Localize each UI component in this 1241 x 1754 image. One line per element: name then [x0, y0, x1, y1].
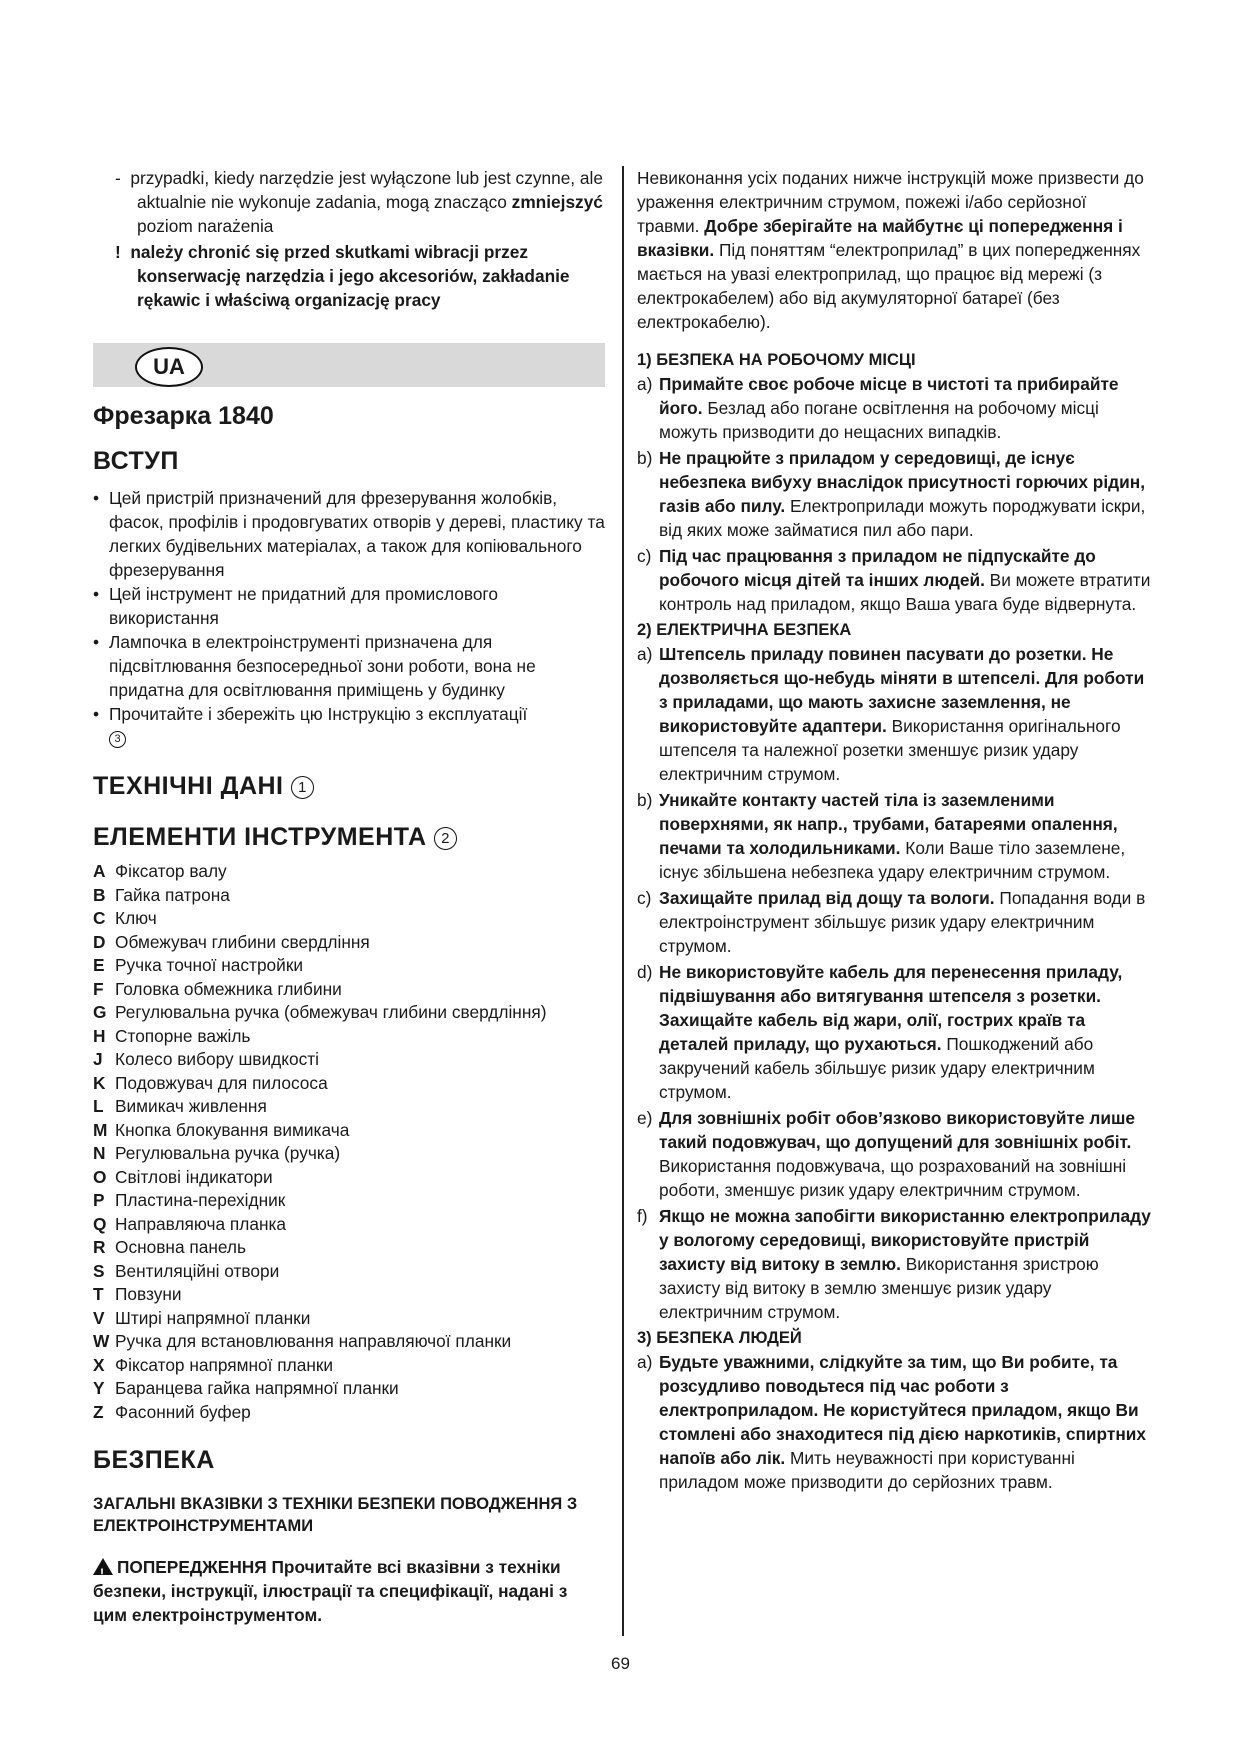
safety-item-text: Мить неуважності при користуванні приладом може призводити до серйозних травм.	[659, 1448, 1075, 1492]
element-text: Вимикач живлення	[115, 1096, 267, 1116]
element-item	[93, 907, 605, 931]
element-text: Гайка патрона	[115, 884, 230, 905]
intro-heading: ВСТУП	[93, 447, 179, 475]
safety-item-bold: Уникайте контакту частей тіла із заземленими поверхнями, як напр., трубами, батареями опалення, печами та холодильниками.	[659, 790, 1118, 858]
polish-item-1-bold: zmniejszyć	[511, 192, 603, 212]
safety-item	[637, 1204, 1152, 1324]
safety-item	[637, 960, 1152, 1104]
element-letter: B	[93, 884, 106, 905]
safety-item-bold: Примайте своє робоче місце в чистоті та прибирайте його.	[659, 374, 1119, 418]
safety-item-bold: Якщо не можна запобігти використанню електроприладу у вологому середовищі, використовуйте пристрій захисту від витоку в землю.	[659, 1206, 1151, 1274]
section-3-heading: 3) БЕЗПЕКА ЛЮДЕЙ	[637, 1329, 802, 1347]
element-letter: M	[93, 1119, 108, 1140]
warning-text: Прочитайте всі вказівни з техніки безпеки, інструкції, ілюстрації та специфікації, надані з цим електроінструментом.	[93, 1557, 568, 1625]
elements-list	[93, 860, 605, 1424]
intro-bullet-4-text: Прочитайте і збережіть цю Інструкцію з експлуатації	[109, 704, 528, 724]
element-item	[93, 1142, 605, 1166]
element-item	[93, 1354, 605, 1378]
element-item	[93, 1213, 605, 1237]
safety-item-bold: Будьте уважними, слідкуйте за тим, що Ви робите, та розсудливо поводьтеся під час роботи з електроприладом. Не користуйтеся приладом, якщо Ви стомлені або знаходитеся під дією наркотиків, спиртних напоїв або лік.	[659, 1352, 1147, 1468]
element-letter: R	[93, 1237, 106, 1257]
safety-item	[637, 886, 1152, 958]
safety-item-letter: a)	[637, 644, 653, 664]
element-item	[93, 978, 605, 1002]
intro-bullet-4	[93, 702, 605, 750]
safety-item-text: Електроприлади можуть породжувати іскри, від яких може займатися пил або пари.	[659, 496, 1146, 540]
element-text: Регулювальна ручка (ручка)	[115, 1143, 341, 1163]
element-letter: S	[93, 1260, 105, 1281]
page-number: 69	[611, 1654, 630, 1673]
safety-item	[637, 446, 1152, 542]
element-item	[93, 1401, 605, 1425]
safety-item-bold: Не працюйте з приладом у середовищі, де існує небезпека вибуху внаслідок присутності горючих рідин, газів або пилу.	[659, 448, 1145, 516]
safety-item-text: Використання зристрою захисту від витоку в землю зменшує ризик удару електричним струмом.	[659, 1254, 1099, 1322]
polish-item-1-text-a: przypadki, kiedy narzędzie jest wyłączone lub jest czynne, ale aktualnie nie wykonuje zadania, mogą znacząco	[130, 168, 603, 212]
safety-item-text: Використання подовжувача, що розрахований на зовнішні роботи, зменшує ризик удару електричним струмом.	[659, 1156, 1127, 1200]
element-item	[93, 1048, 605, 1072]
section-1-items	[637, 372, 1152, 616]
element-letter: Q	[93, 1213, 107, 1234]
safety-item-letter: e)	[637, 1108, 653, 1128]
warning-block	[93, 1555, 605, 1627]
element-text: Світлові індикатори	[115, 1166, 273, 1187]
element-item	[93, 1260, 605, 1284]
figure-ref-2: 2	[434, 827, 457, 850]
safety-item-bold: Штепсель приладу повинен пасувати до розетки. Не дозволяється що-небудь міняти в штепселі. Для роботи з приладами, що мають захисне заземлення, не використовуйте адаптери.	[659, 644, 1145, 736]
element-text: Регулювальна ручка (обмежувач глибини свердління)	[115, 1002, 547, 1022]
intro-list	[93, 486, 605, 750]
element-text: Головка обмежника глибини	[115, 978, 342, 999]
element-text: Штирі напрямної планки	[115, 1307, 311, 1328]
element-item	[93, 884, 605, 908]
element-text: Ручка для встановлювання направляючої планки	[115, 1331, 512, 1351]
element-item	[93, 1189, 605, 1213]
element-letter: G	[93, 1002, 107, 1022]
polish-intro	[93, 166, 605, 312]
polish-item-2	[113, 240, 605, 312]
element-text: Колесо вибору швидкості	[115, 1049, 319, 1069]
safety-heading: БЕЗПЕКА	[93, 1446, 215, 1474]
safety-item-letter: a)	[637, 374, 653, 394]
figure-ref-3: 3	[109, 731, 126, 748]
element-item	[93, 1095, 605, 1119]
safety-item-text: Пошкоджений або закручений кабель збільшує ризик удару електричним струмом.	[659, 1034, 1095, 1102]
safety-item	[637, 372, 1152, 444]
safety-item-bold: Не використовуйте кабель для перенесення приладу, підвішування або витягування штепселя з розетки. Захищайте кабель від жари, олії, гострих країв та деталей приладу, що рухаються.	[659, 962, 1123, 1054]
safety-item-text: Використання оригінального штепселя та належної розетки зменшує ризик удару електричним струмом.	[659, 716, 1121, 784]
safety-item	[637, 1350, 1152, 1494]
element-item	[93, 1166, 605, 1190]
safety-item	[637, 544, 1152, 616]
safety-item-letter: b)	[637, 790, 653, 810]
right-intro	[637, 166, 1152, 334]
element-letter: N	[93, 1143, 106, 1163]
right-intro-bold: Добре зберігайте на майбутнє ці попередження і вказівки.	[637, 216, 1123, 260]
section-1-heading: 1) БЕЗПЕКА НА РОБОЧОМУ МІСЦІ	[637, 351, 916, 369]
language-badge: UA	[135, 347, 203, 387]
intro-bullet: • Цей інструмент не придатний для промислового використання	[93, 582, 605, 630]
section-3-items	[637, 1350, 1152, 1494]
safety-item	[637, 788, 1152, 884]
tech-data-heading-text: ТЕХНІЧНІ ДАНІ	[93, 772, 284, 800]
safety-item-text: Попадання води в електроінструмент збільшує ризик удару електричним струмом.	[659, 888, 1146, 956]
safety-item-text: Безлад або погане освітлення на робочому місці можуть призводити до нещасних випадків.	[659, 398, 1099, 442]
element-item	[93, 1283, 605, 1307]
right-intro-a: Невиконання усіх поданих нижче інструкцій може призвести до ураження електричним струмом, пожежі і/або серйозної травми.	[637, 168, 1144, 236]
left-column	[93, 166, 605, 312]
product-title: Фрезарка 1840	[93, 402, 274, 430]
element-text: Ключ	[115, 908, 157, 928]
element-item	[93, 1330, 605, 1354]
element-item	[93, 1307, 605, 1331]
safety-item-letter: f)	[637, 1206, 648, 1226]
element-item	[93, 1377, 605, 1401]
element-letter: W	[93, 1331, 110, 1351]
section-2-items	[637, 642, 1152, 1324]
safety-item-letter: d)	[637, 962, 653, 982]
safety-item-bold: Під час працювання з приладом не підпускайте до робочого місця дітей та інших людей.	[659, 546, 1096, 590]
element-letter: L	[93, 1096, 104, 1116]
element-letter: K	[93, 1072, 106, 1093]
safety-item-bold: Для зовнішніх робіт обов’язково використовуйте лише такий подовжувач, що допущений для зовнішніх робіт.	[659, 1108, 1136, 1152]
figure-ref-1: 1	[291, 776, 314, 799]
element-letter: Y	[93, 1378, 105, 1398]
polish-item-2-text: należy chronić się przed skutkami wibracji przez konserwację narzędzia i jego akcesoriów, zakładanie rękawic i właściwą organizację pracy	[130, 242, 570, 310]
element-text: Фасонний буфер	[115, 1401, 251, 1422]
element-letter: T	[93, 1284, 104, 1304]
safety-item	[637, 642, 1152, 786]
intro-bullet: • Лампочка в електроінструменті призначена для підсвітлювання безпосередньої зони роботи, вона не придатна для освітлювання приміщень у будинку	[93, 630, 605, 702]
element-item	[93, 1001, 605, 1025]
safety-item-letter: b)	[637, 448, 653, 468]
element-text: Повзуни	[115, 1284, 182, 1304]
tech-data-heading	[93, 772, 605, 801]
element-item	[93, 954, 605, 978]
element-text: Кнопка блокування вимикача	[115, 1119, 350, 1140]
dash-marker: -	[115, 168, 121, 188]
element-letter: C	[93, 908, 106, 928]
element-text: Фіксатор напрямної планки	[115, 1354, 334, 1375]
general-safety-heading: ЗАГАЛЬНІ ВКАЗІВКИ З ТЕХНІКИ БЕЗПЕКИ ПОВОДЖЕННЯ З ЕЛЕКТРОІНСТРУМЕНТАМИ	[93, 1495, 578, 1535]
element-letter: D	[93, 931, 106, 952]
element-letter: A	[93, 861, 106, 881]
element-letter: F	[93, 978, 104, 999]
element-item	[93, 1119, 605, 1143]
element-letter: X	[93, 1354, 105, 1375]
exclaim-marker: !	[115, 242, 121, 262]
element-letter: V	[93, 1307, 105, 1328]
column-divider	[622, 166, 624, 1636]
element-letter: O	[93, 1166, 107, 1187]
right-column	[637, 166, 1152, 1496]
element-letter: H	[93, 1025, 106, 1046]
element-text: Фіксатор валу	[115, 861, 227, 881]
element-letter: P	[93, 1190, 105, 1210]
element-letter: J	[93, 1049, 103, 1069]
safety-item	[637, 1106, 1152, 1202]
element-item	[93, 1072, 605, 1096]
element-text: Направляюча планка	[115, 1213, 287, 1234]
element-text: Обмежувач глибини свердління	[115, 931, 370, 952]
warning-icon	[93, 1558, 113, 1575]
element-item	[93, 860, 605, 884]
section-2-heading: 2) ЕЛЕКТРИЧНА БЕЗПЕКА	[637, 621, 852, 639]
safety-item-text: Коли Ваше тіло заземлене, існує збільшена небезпека удару електричним струмом.	[659, 838, 1126, 882]
element-text: Основна панель	[115, 1237, 247, 1257]
polish-item-1-text-b: poziom narażenia	[137, 216, 274, 236]
element-text: Стопорне важіль	[115, 1025, 251, 1046]
safety-item-letter: a)	[637, 1352, 653, 1372]
elements-heading-text: ЕЛЕМЕНТИ ІНСТРУМЕНТА	[93, 823, 427, 851]
safety-item-letter: c)	[637, 888, 652, 908]
element-item	[93, 1236, 605, 1260]
element-letter: Z	[93, 1401, 104, 1422]
element-item	[93, 1025, 605, 1049]
right-intro-b: Під поняттям “електроприлад” в цих попередженнях мається на увазі електроприлад, що працює від мережі (з електрокабелем) або від акумуляторної батареї (без електрокабелю).	[637, 240, 1141, 332]
element-text: Ручка точної настройки	[115, 955, 304, 975]
warning-label: ПОПЕРЕДЖЕННЯ	[117, 1557, 267, 1577]
element-text: Баранцева гайка напрямної планки	[115, 1378, 399, 1398]
intro-bullet: • Цей пристрій призначений для фрезерування жолобків, фасок, профілів і продовгуватих отворів у дереві, пластику та легких будівельних матеріалах, а також для копіювального фрезерування	[93, 486, 605, 582]
element-text: Подовжувач для пилососа	[115, 1072, 328, 1093]
elements-heading	[93, 823, 605, 852]
safety-item-bold: Захищайте прилад від дощу та вологи.	[659, 888, 995, 908]
element-item	[93, 931, 605, 955]
element-letter: E	[93, 955, 105, 975]
element-text: Вентиляційні отвори	[115, 1260, 280, 1281]
safety-item-letter: c)	[637, 546, 652, 566]
polish-item-1	[113, 166, 605, 238]
safety-item-text: Ви можете втратити контроль над приладом, якщо Ваша увага буде відвернута.	[659, 570, 1151, 614]
left-column-main	[93, 402, 605, 1627]
element-text: Пластина-перехідник	[115, 1190, 286, 1210]
